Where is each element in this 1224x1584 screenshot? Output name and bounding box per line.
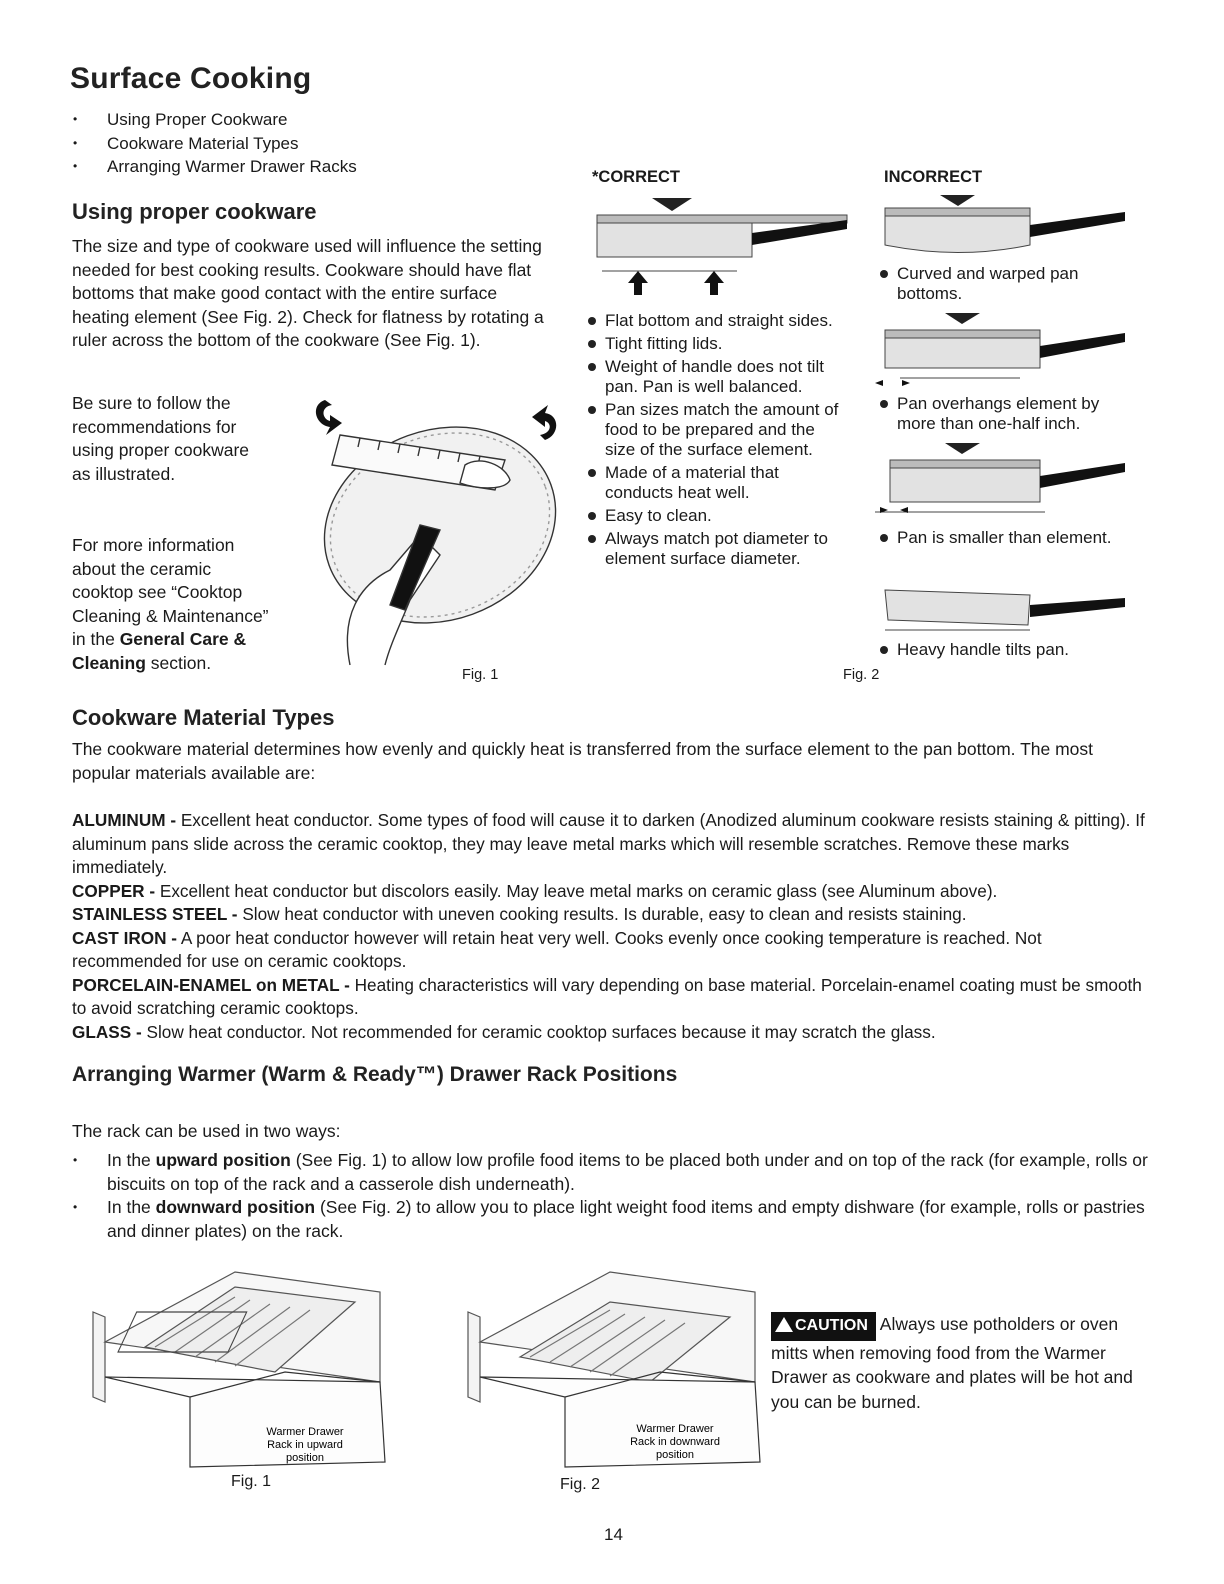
rack-way-bold: upward position [155,1150,291,1170]
correct-item: Made of a material that conducts heat well. [585,463,845,503]
incorrect-item: Heavy handle tilts pan. [877,640,1127,660]
incorrect-heading: INCORRECT [884,168,983,186]
drawer-upward-illustration [85,1262,395,1472]
correct-item: Flat bottom and straight sides. [585,311,845,331]
correct-item: Easy to clean. [585,506,845,526]
toc-item: • Cookware Material Types [70,132,357,156]
correct-item: Pan sizes match the amount of food to be prepared and the size of the surface element. [585,400,845,460]
drawer1-caption: Warmer Drawer [266,1426,344,1438]
incorrect-list-4 [877,640,1127,663]
drawer-fig2-label: Fig. 2 [560,1476,601,1493]
material-item [72,927,1152,974]
incorrect-list-2 [877,394,1137,437]
incorrect-item: Pan is smaller than element. [877,528,1127,548]
material-desc: Slow heat conductor. Not recommended for ceramic cooktop surfaces because it may scratch the glass. [146,1021,936,1042]
material-desc: Heating characteristics will vary depending on base material. Porcelain-enamel coating must be smooth to avoid scratching ceramic cooktops. [72,974,1142,1018]
material-item [72,903,1152,927]
warning-icon [775,1317,793,1332]
material-item [72,974,1152,1021]
more-info-text: For more information about the ceramic cooktop see “Cooktop Cleaning & Maintenance” in the [72,535,269,650]
fig1-label: Fig. 1 [462,667,499,683]
general-care-link: General Care & Cleaning [72,629,247,673]
material-name: COPPER - [72,880,156,901]
drawer-downward-illustration [460,1262,770,1472]
material-desc: A poor heat conductor however will retain heat very well. Cooks evenly once cooking temperature is reached. Not recommended for use on ceramic cooktops. [72,927,1042,971]
material-name: STAINLESS STEEL - [72,904,238,924]
correct-item: Weight of handle does not tilt pan. Pan is well balanced. [585,357,845,397]
drawer2-caption: position [656,1449,694,1461]
rack-ways-list [70,1149,1150,1243]
material-list [72,809,1152,1044]
correct-item: Tight fitting lids. [585,334,845,354]
drawer1-caption: position [286,1452,324,1464]
fig2-label: Fig. 2 [843,667,880,683]
material-desc: Slow heat conductor with uneven cooking results. Is durable, easy to clean and resists staining. [242,904,967,924]
rack-way-text: (See Fig. 2) to allow you to place light weight food items and empty dishware (for example, rolls or pastries and dinner plates) on the rack. [107,1197,1145,1241]
small-pan-illustration [870,438,1130,518]
material-desc: Excellent heat conductor. Some types of food will cause it to darken (Anodized aluminum cookware resists staining & pitting). If aluminum pans slide across the ceramic cooktop, they may leave metal marks which will resemble scratches. Remove these marks immediately. [72,810,1145,877]
incorrect-item: Curved and warped pan bottoms. [877,264,1127,304]
contents-list [70,108,357,179]
drawer2-caption: Warmer Drawer [636,1423,714,1435]
rotate-arrow-icon [532,405,556,440]
warped-pan-illustration [880,190,1130,260]
material-item [72,809,1152,880]
rack-intro: The rack can be used in two ways: [72,1121,341,1141]
toc-item: • Arranging Warmer Drawer Racks [70,155,357,179]
material-item [72,880,1152,904]
correct-list [585,311,845,572]
material-intro: The cookware material determines how evenly and quickly heat is transferred from the surface element to the pan bottom. The most popular materials available are: [72,739,1094,783]
material-name: PORCELAIN-ENAMEL on METAL - [72,974,350,995]
page-title: Surface Cooking [70,62,312,95]
incorrect-item: Pan overhangs element by more than one-half inch. [877,394,1137,434]
correct-pan-illustration [592,193,852,298]
more-info-tail: section. [150,652,212,673]
incorrect-list-3 [877,528,1127,551]
rack-way-text: In the [107,1150,151,1170]
drawer2-caption: Rack in downward [630,1436,720,1448]
heavy-handle-pan-illustration [880,580,1130,635]
rack-way-text: (See Fig. 1) to allow low profile food items to be placed both under and on top of the rack (for example, rolls or biscuits on top of the rack and a casserole dish underneath). [107,1150,1148,1194]
material-name: CAST IRON - [72,927,178,948]
material-types-heading: Cookware Material Types [72,705,335,730]
toc-item: • Using Proper Cookware [70,108,357,132]
rotate-arrow-icon [316,400,342,435]
drawer-fig1-label: Fig. 1 [231,1473,272,1490]
correct-heading: *CORRECT [592,168,681,186]
rack-way-bold: downward position [155,1197,316,1217]
drawer1-caption: Rack in upward [267,1439,343,1451]
correct-item: Always match pot diameter to element surface diameter. [585,529,845,569]
material-name: ALUMINUM - [72,810,177,830]
caution-badge [771,1312,876,1341]
rack-way-item [70,1149,1150,1196]
page-number: 14 [604,1525,623,1544]
material-item [72,1021,1152,1045]
caution-block [771,1312,1141,1414]
proper-cookware-para: The size and type of cookware used will influence the setting needed for best cooking results. Cookware should have flat bottoms that make good contact with the entire surface heating element (See Fig. 2). Check for flatness by rotating a ruler across the bottom of the cookware (See Fig. 1). [72,236,544,351]
rack-positions-heading: Arranging Warmer (Warm & Ready™) Drawer Rack Positions [72,1063,678,1086]
material-desc: Excellent heat conductor but discolors easily. May leave metal marks on ceramic glass (see Aluminum above). [159,880,998,901]
caution-label: CAUTION [795,1317,868,1334]
follow-recommendations-para: Be sure to follow the recommendations for using proper cookware as illustrated. [72,393,250,484]
material-name: GLASS - [72,1021,142,1042]
proper-cookware-heading: Using proper cookware [72,199,317,224]
ruler-check-illustration [290,385,580,670]
overhang-pan-illustration [870,308,1130,388]
more-info-para [72,534,272,676]
caution-text: Always use potholders or oven mitts when removing food from the Warmer Drawer as cookware and plates will be hot and you can be burned. [771,1314,1133,1412]
rack-way-item [70,1196,1150,1243]
rack-way-text: In the [107,1197,151,1217]
incorrect-list-1 [877,264,1127,307]
